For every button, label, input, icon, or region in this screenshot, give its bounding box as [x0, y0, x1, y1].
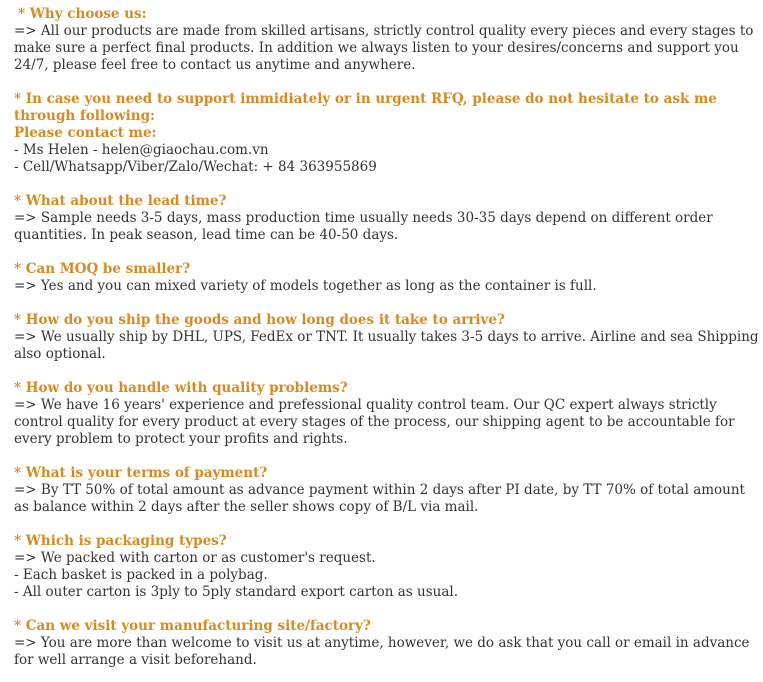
section-heading: * How do you handle with quality problems? [14, 380, 348, 396]
section-contact [14, 91, 759, 176]
section-body: => All our products are made from skilled artisans, strictly control quality every pieces and every stages to make sure a perfect final products. In addition we always listen to your desires/concerns and support you 24/7, please feel free to contact us anytime and anywhere. [14, 23, 754, 73]
section-shipping [14, 312, 759, 363]
section-body: => By TT 50% of total amount as advance payment within 2 days after PI date, by TT 70% of total amount as balance within 2 days after the seller shows copy of B/L via mail. [14, 482, 745, 515]
section-heading: * Which is packaging types? [14, 533, 227, 549]
section-heading: * Can we visit your manufacturing site/factory? [14, 618, 371, 634]
section-heading: * How do you ship the goods and how long does it take to arrive? [14, 312, 505, 328]
section-quality [14, 380, 759, 448]
packaging-line: => We packed with carton or as customer's request. [14, 550, 376, 566]
section-payment [14, 465, 759, 516]
contact-subheading: Please contact me: [14, 125, 157, 141]
section-heading: * In case you need to support immidiately or in urgent RFQ, please do not hesitate to ask me through following: [14, 91, 717, 124]
packaging-line: - Each basket is packed in a polybag. [14, 567, 268, 583]
section-heading: * What is your terms of payment? [14, 465, 268, 481]
section-heading: * What about the lead time? [14, 193, 227, 209]
section-body: => You are more than welcome to visit us at anytime, however, we do ask that you call or email in advance for well arrange a visit beforehand. [14, 635, 750, 668]
contact-email-line: - Ms Helen - helen@giaochau.com.vn [14, 142, 269, 158]
packaging-line: - All outer carton is 3ply to 5ply standard export carton as usual. [14, 584, 458, 600]
section-body: => Yes and you can mixed variety of models together as long as the container is full. [14, 278, 597, 294]
section-body: => We have 16 years' experience and prefessional quality control team. Our QC expert always strictly control quality for every product at every stages of the process, our shipping agent to be accountable for every problem to protect your profits and rights. [14, 397, 735, 447]
section-visit-factory [14, 618, 759, 669]
section-lead-time [14, 193, 759, 244]
section-moq [14, 261, 759, 295]
section-heading: * Why choose us: [18, 6, 147, 22]
section-body: => We usually ship by DHL, UPS, FedEx or TNT. It usually takes 3-5 days to arrive. Airline and sea Shipping also optional. [14, 329, 759, 362]
section-body: => Sample needs 3-5 days, mass production time usually needs 30-35 days depend on different order quantities. In peak season, lead time can be 40-50 days. [14, 210, 713, 243]
section-why-choose-us [14, 6, 759, 74]
section-packaging [14, 533, 759, 601]
contact-phone-line: - Cell/Whatsapp/Viber/Zalo/Wechat: + 84 363955869 [14, 159, 377, 175]
section-heading: * Can MOQ be smaller? [14, 261, 191, 277]
